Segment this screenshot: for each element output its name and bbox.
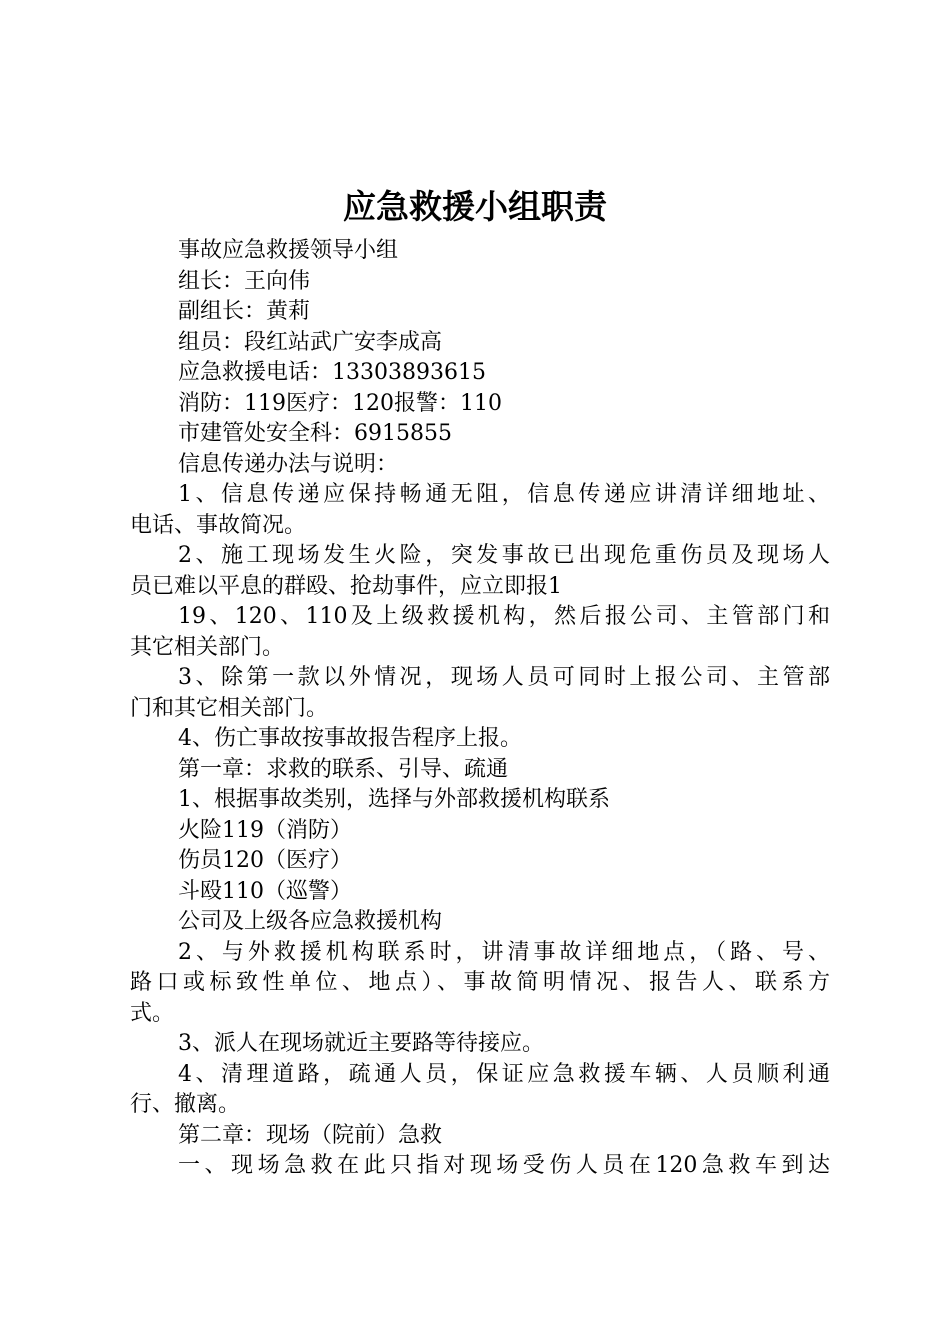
document-title: 应急救援小组职责 bbox=[343, 187, 607, 226]
text-line: 斗殴110（巡警） bbox=[178, 878, 352, 904]
text-line: 2、与外救援机构联系时，讲清事故详细地点，（路、号、 bbox=[178, 939, 830, 965]
text-line: 市建管处安全科：6915855 bbox=[178, 421, 452, 446]
text-line: 其它相关部门。 bbox=[130, 634, 285, 660]
text-line: 3、派人在现场就近主要路等待接应。 bbox=[178, 1031, 544, 1056]
text-line: 3、除第一款以外情况，现场人员可同时上报公司、主管部 bbox=[178, 665, 830, 690]
text-line: 一、现场急救在此只指对现场受伤人员在120急救车到达 bbox=[178, 1153, 830, 1178]
text-line: 副组长：黄莉 bbox=[178, 299, 311, 324]
text-line: 第二章：现场（院前）急救 bbox=[178, 1122, 443, 1148]
text-line: 火险119（消防） bbox=[178, 817, 352, 843]
text-line: 门和其它相关部门。 bbox=[130, 695, 329, 721]
text-line: 式。 bbox=[130, 1000, 175, 1026]
text-line: 路口或标致性单位、地点）、事故简明情况、报告人、联系方 bbox=[130, 970, 830, 995]
text-line: 组员：段红站武广安李成高 bbox=[178, 329, 443, 355]
text-line: 4、伤亡事故按事故报告程序上报。 bbox=[178, 726, 522, 751]
text-line: 应急救援电话：13303893615 bbox=[178, 360, 486, 385]
text-line: 事故应急救援领导小组 bbox=[178, 238, 399, 263]
text-line: 4、清理道路，疏通人员，保证应急救援车辆、人员顺利通 bbox=[178, 1061, 830, 1087]
document-body bbox=[130, 236, 830, 1182]
text-line: 组长：王向伟 bbox=[178, 268, 311, 294]
text-line: 电话、事故简况。 bbox=[130, 512, 307, 538]
text-line: 消防：119医疗：120报警：110 bbox=[178, 390, 502, 416]
text-line: 行、撤离。 bbox=[130, 1092, 241, 1117]
text-line: 信息传递办法与说明： bbox=[178, 451, 399, 477]
text-line: 第一章：求救的联系、引导、疏通 bbox=[178, 756, 509, 782]
text-line: 员已难以平息的群殴、抢劫事件，应立即报1 bbox=[130, 573, 562, 599]
text-line: 伤员120（医疗） bbox=[178, 848, 352, 873]
text-line: 1、根据事故类别，选择与外部救援机构联系 bbox=[178, 787, 610, 812]
text-line: 1、信息传递应保持畅通无阻，信息传递应讲清详细地址、 bbox=[178, 482, 830, 507]
text-line: 2、施工现场发生火险，突发事故已出现危重伤员及现场人 bbox=[178, 543, 830, 568]
text-line: 公司及上级各应急救援机构 bbox=[178, 909, 443, 934]
text-line: 19、120、110及上级救援机构，然后报公司、主管部门和 bbox=[178, 604, 830, 629]
